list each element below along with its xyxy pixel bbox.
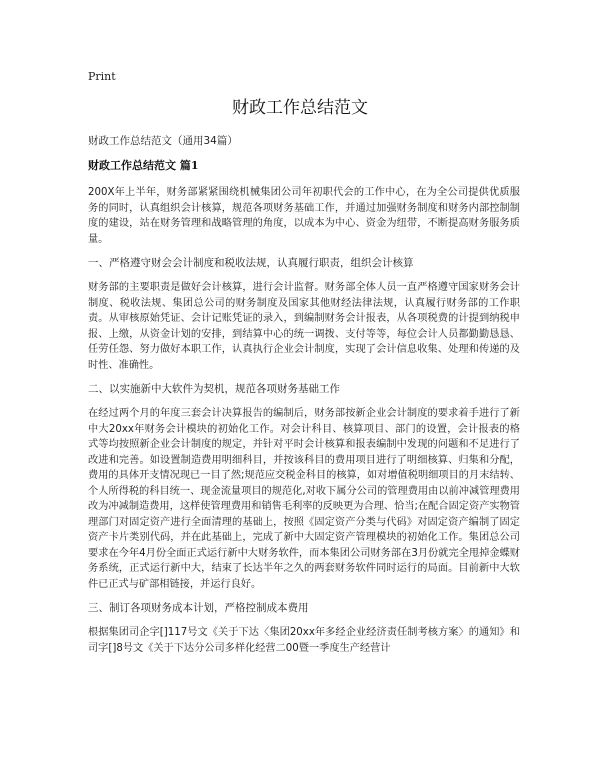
section-heading-2: 二、以实施新中大软件为契机，规范各项财务基础工作 bbox=[88, 383, 340, 395]
document-subtitle: 财政工作总结范文（通用34篇） bbox=[88, 135, 238, 147]
chapter-heading: 财政工作总结范文 篇1 bbox=[88, 159, 199, 172]
paragraph-section-3: 根据集团司企字[]117号文《关于下达〈集团20xx年多经企业经济责任制考核方案〉的通知》和司字[]8号文《关于下达分公司多样化经营二00暨一季度生产经营计 bbox=[88, 627, 520, 654]
paragraph-intro: 200X年上半年，财务部紧紧围绕机械集团公司年初职代会的工作中心，在为全公司提供优质服务的同时，认真组织会计核算，规范各项财务基础工作，并通过加强财务制度和财务内部控制制度的建设，站在财务管理和战略管理的角度，以成本为中心、资金为纽带，不断提高财务服务质量。 bbox=[88, 187, 520, 245]
document-title: 财政工作总结范文 bbox=[232, 98, 368, 118]
paragraph-section-1: 财务部的主要职责是做好会计核算，进行会计监督。财务部全体人员一直严格遵守国家财务会计制度、税收法规、集团总公司的财务制度及国家其他财经法律法规，认真履行财务部的工作职责。从审核原始凭证、会计记账凭证的录入，到编制财务会计报表，从各项税费的计提到纳税申报、上缴，从资金计划的安排，到结算中心的统一调拨、支付等等，每位会计人员都勤勤恳恳、任劳任怨、努力做好本职工作，认真执行企业会计制度，实现了会计信息收集、处理和传递的及时性、准确性。 bbox=[88, 282, 520, 371]
section-heading-3: 三、制订各项财务成本计划，严格控制成本费用 bbox=[88, 602, 309, 614]
paragraph-section-2: 在经过两个月的年度三套会计决算报告的编制后，财务部按新企业会计制度的要求着手进行了新中大20xx年财务会计模块的初始化工作。对会计科目、核算项目、部门的设置，会计报表的格式等均按照新企业会计制度的规定，并针对平时会计核算和报表编制中发现的问题和不足进行了改进和完善。如设置制造费用明细科目，并按该科目的费用项目进行了明细核算、归集和分配，费用的具体开支情况现已一目了然;规范应交税金科目的核算，如对增值税明细项目的月末结转、个人所得税的科目统一、现金流量项目的规范化,对收下属分公司的管理费用由以前冲减管理费用改为冲减制造费用，这样使管理费用和销售毛利率的反映更为合理、恰当;在配合固定资产实物管理部门对固定资产进行全面清理的基础上，按照《固定资产分类与代码》对固定资产编制了固定资产卡片类别代码，并在此基础上，完成了新中大固定资产管理模块的初始化工作。集团总公司要求在今年4月份全面正式运行新中大财务软件，而本集团公司财务部在3月份就完全甩掉金蝶财务系统，正式运行新中大，结束了长达半年之久的两套财务软件同时运行的局面。目前新中大软件已正式与矿部相链接，并运行良好。 bbox=[88, 408, 520, 590]
print-link[interactable]: Print bbox=[88, 70, 116, 83]
document-body bbox=[88, 134, 520, 665]
section-heading-1: 一、严格遵守财会会计制度和税收法规，认真履行职责，组织会计核算 bbox=[88, 257, 414, 269]
